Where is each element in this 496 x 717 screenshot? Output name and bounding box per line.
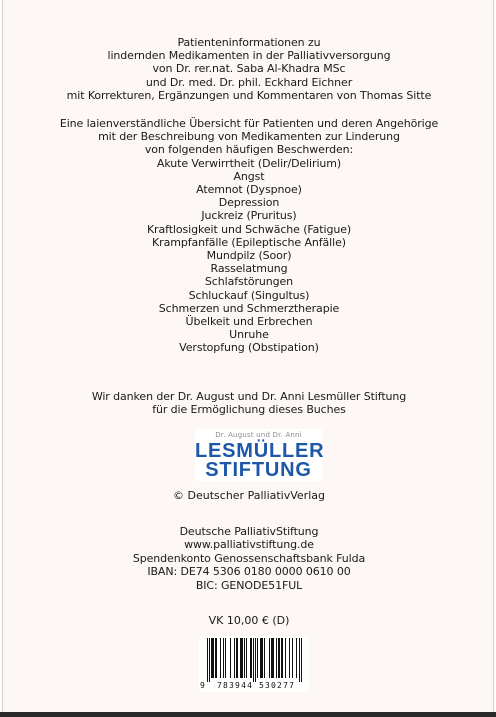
barcode-bar (285, 638, 286, 678)
barcode-bar (241, 638, 242, 678)
barcode-bar (271, 638, 272, 678)
barcode-bar (261, 638, 262, 678)
complaint-item: Mundpilz (Soor) (206, 249, 292, 263)
contact-line: IBAN: DE74 5306 0180 0000 0610 00 (147, 565, 351, 579)
barcode-bar (269, 638, 270, 678)
contact-line: www.palliativstiftung.de (184, 538, 314, 552)
overview-section (3, 117, 495, 355)
complaint-item: Depression (218, 196, 280, 210)
complaint-item: Schluckauf (Singultus) (188, 288, 310, 302)
barcode-bar (240, 638, 241, 678)
contact-line: BIC: GENODE51FUL (195, 578, 303, 592)
complaint-item: Akute Verwirrtheit (Delir/Delirium) (156, 156, 342, 170)
complaint-item: Rasselatmung (210, 262, 288, 276)
barcode-bar (223, 638, 224, 678)
barcode-bar (276, 638, 277, 678)
barcode-bar (281, 638, 282, 678)
barcode-bar (215, 638, 216, 678)
intro-line: und Dr. med. Dr. phil. Eckhard Eichner (145, 75, 353, 89)
barcode-bar (264, 638, 265, 678)
barcode-bar (262, 638, 263, 678)
barcode-bar (273, 638, 274, 678)
barcode-bar (251, 638, 252, 678)
barcode-bar (278, 638, 279, 678)
complaint-item: Atemnot (Dyspnoe) (196, 183, 302, 197)
barcode-bar (237, 638, 238, 678)
barcode-digits (199, 681, 309, 691)
author-info (3, 36, 495, 102)
complaint-item: Unruhe (229, 328, 269, 342)
overview-line: von folgenden häufigen Beschwerden: (144, 143, 354, 157)
barcode-bar (289, 638, 290, 678)
barcode-bar (299, 638, 300, 682)
barcode-bar (212, 638, 213, 678)
thanks-line: Wir danken der Dr. August und Dr. Anni Lesmüller Stiftung (91, 390, 407, 403)
barcode-bar (220, 638, 221, 678)
barcode-bar (272, 638, 273, 678)
barcode-bar (296, 638, 297, 678)
barcode-bar (301, 638, 302, 682)
intro-line: von Dr. rer.nat. Saba Al-Khadra MSc (152, 62, 346, 76)
barcode-bar (207, 638, 208, 682)
overview-line: Eine laienverständliche Übersicht für Patienten und deren Angehörige (59, 117, 439, 130)
barcode-bar (246, 638, 247, 678)
barcode-right-group: 530277 (259, 681, 296, 690)
complaint-item: Verstopfung (Obstipation) (179, 341, 319, 355)
complaint-item: Juckreiz (Pruritus) (201, 209, 297, 223)
barcode-first-digit: 9 (200, 681, 205, 690)
price-label: VK 10,00 € (D) (208, 614, 290, 627)
barcode-bar (279, 638, 280, 678)
complaint-item: Angst (233, 169, 265, 183)
contact-line: Spendenkonto Genossenschaftsbank Fulda (132, 551, 366, 565)
copyright-notice: © Deutscher PalliativVerlag (173, 489, 325, 502)
contact-info (3, 525, 495, 592)
thanks-line: für die Ermöglichung dieses Buches (152, 403, 346, 417)
complaint-item: Schmerzen und Schmerztherapie (158, 301, 340, 315)
barcode-bar (282, 638, 283, 678)
barcode-bar (244, 638, 245, 678)
lesmueller-stiftung-logo (195, 429, 325, 481)
barcode-bar (213, 638, 214, 678)
barcode-bar (236, 638, 237, 678)
acknowledgement (3, 390, 495, 416)
logo-top-text: Dr. August und Dr. Anni (215, 431, 302, 439)
isbn-barcode (199, 636, 309, 692)
intro-line: Patienteninformationen zu (177, 36, 321, 49)
overview-line: mit der Beschreibung von Medikamenten zur Linderung (98, 130, 400, 144)
logo-line-2: STIFTUNG (205, 459, 312, 481)
barcode-bar (230, 638, 231, 678)
barcode-left-group: 783944 (217, 681, 254, 690)
intro-line: lindernden Medikamenten in der Palliativversorgung (107, 49, 391, 63)
barcode-bar (255, 638, 256, 682)
barcode-bar (257, 638, 258, 678)
barcode-bar (260, 638, 261, 678)
complaint-item: Übelkeit und Erbrechen (185, 315, 313, 329)
complaint-item: Krampfanfälle (Epileptische Anfälle) (152, 235, 346, 249)
barcode-bar (216, 638, 217, 678)
complaint-item: Schlafstörungen (204, 275, 294, 289)
complaint-item: Kraftlosigkeit und Schwäche (Fatigue) (146, 222, 352, 236)
intro-line: mit Korrekturen, Ergänzungen und Kommentaren von Thomas Sitte (66, 88, 432, 102)
back-cover-page (2, 0, 494, 712)
barcode-bars (199, 636, 309, 682)
barcode-bar (225, 638, 226, 678)
barcode-bar (242, 638, 243, 678)
barcode-bar (211, 638, 212, 678)
bottom-edge (0, 712, 496, 717)
barcode-bar (234, 638, 235, 678)
contact-line: Deutsche PalliativStiftung (179, 525, 319, 538)
barcode-bar (250, 638, 251, 678)
barcode-bar (292, 638, 293, 678)
barcode-bar (209, 638, 210, 682)
logo-line-1: LESMÜLLER (195, 440, 325, 462)
barcode-bar (253, 638, 254, 682)
